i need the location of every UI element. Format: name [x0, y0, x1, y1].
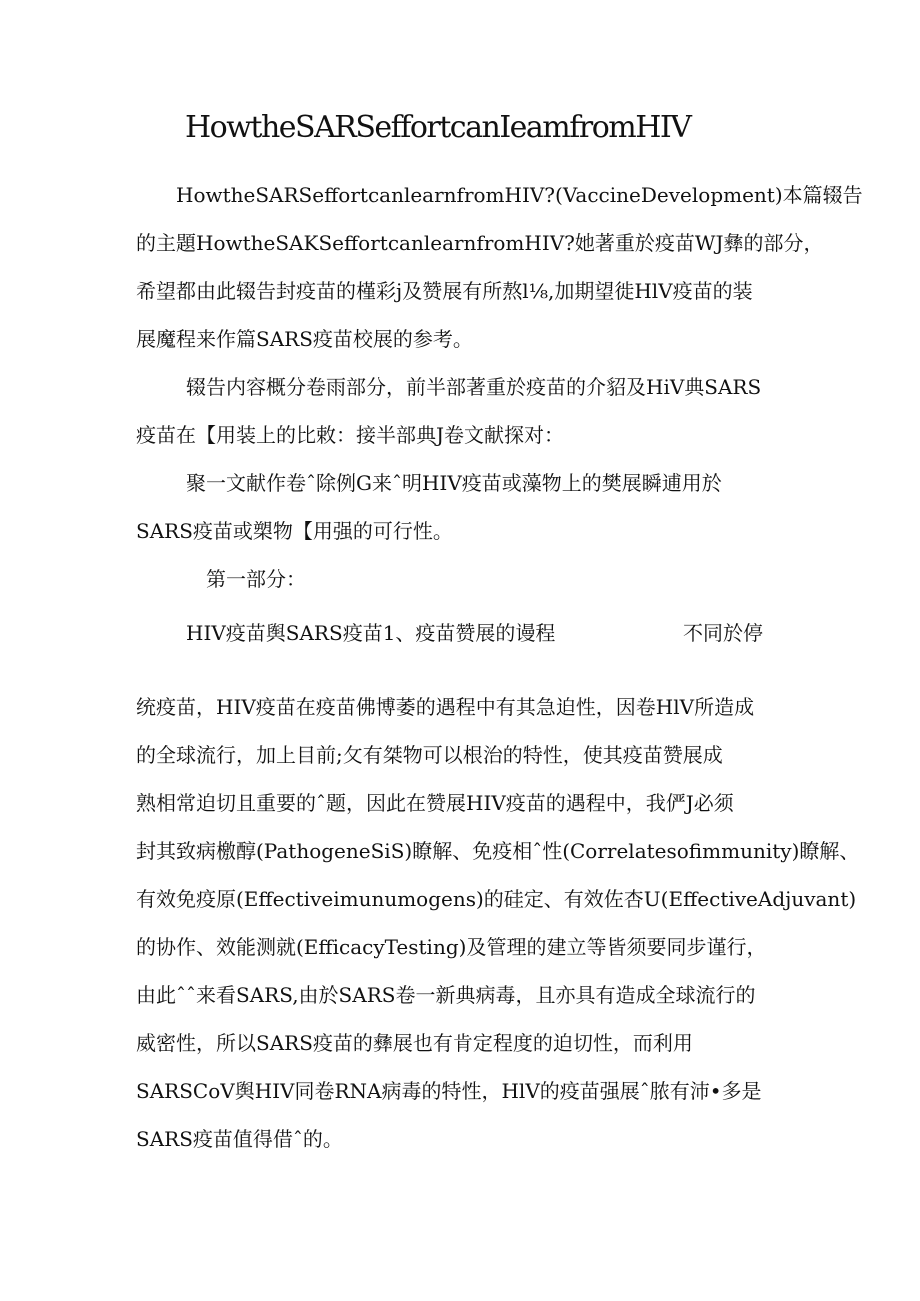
paragraph-4-line-3: 熟相常迫切且重要的ˆ题，因此在赞展HIV疫苗的遇程中，我俨J必须	[136, 791, 734, 815]
document-title: HowtheSARSeffortcanIeamfromHIV	[185, 110, 691, 145]
paragraph-4-line-2: 的全球流行，加上目前;攵有桀物可以根治的特性，使其疫苗赞展成	[136, 743, 723, 767]
paragraph-2-line-2: 疫苗在【用装上的比敕：接半部典J卷文献探对：	[136, 423, 565, 447]
paragraph-3-line-1: 聚一文献作卷ˆ除例G来ˆ明HIV疫苗或藻物上的樊展瞬逋用於	[186, 471, 722, 495]
paragraph-3-line-2: SARS疫苗或槊物【用强的可行性。	[136, 519, 453, 543]
section-heading: 第一部分：	[206, 567, 306, 591]
paragraph-4-line-8: 威密性，所以SARS疫苗的彝展也有肯定程度的迫切性，而利用	[136, 1031, 693, 1055]
paragraph-4-line-7: 由此ˆˆ来看SARS,由於SARS卷一新典病毒，且亦具有造成全球流行的	[136, 983, 756, 1007]
paragraph-1-line-2: 的主題HowtheSAKSeffortcanlearnfromHIV?她著重於疫苗WJ彝的部分，	[136, 231, 824, 255]
paragraph-4-line-10: SARS疫苗值得借ˆ的。	[136, 1127, 343, 1151]
paragraph-2-line-1: 辍告内容概分卷雨部分，前半部著重於疫苗的介貂及HiV典SARS	[186, 375, 762, 399]
paragraph-4-line-5: 有效免疫原(Effectiveimunumogens)的硅定、有效佐杏U(EffectiveAdjuvant)	[136, 887, 857, 911]
subsection-heading-left: HIV疫苗舆SARS疫苗1、疫苗赞展的谩程	[186, 621, 556, 645]
subsection-heading-right: 不同於停	[683, 621, 763, 645]
paragraph-1-line-4: 展魔程来作篇SARS疫苗校展的参考。	[136, 327, 473, 351]
paragraph-4-line-4: 封其致病檄醇(PathogeneSiS)瞭解、免疫相ˆ性(Correlatesofimmunity)瞭解、	[136, 839, 860, 863]
paragraph-1-line-1: HowtheSARSeffortcanlearnfromHIV?(VaccineDevelopment)本篇辍告	[176, 183, 863, 207]
paragraph-4-line-6: 的协作、效能测就(EfficacyTesting)及管理的建立等皆须要同步谨行，	[136, 935, 767, 959]
paragraph-1-line-3: 希望都由此辍告封疫苗的槿彩j及赞展有所熬l⅛,加期望徙HlV疫苗的装	[136, 279, 753, 303]
paragraph-4-line-9: SARSCoV舆HIV同卷RNA病毒的特性，HlV的疫苗强展ˆ脓有沛•多是	[136, 1079, 762, 1103]
paragraph-4-line-1: 统疫苗，HIV疫苗在疫苗佛博萎的遇程中有其急迫性，因卷HlV所造成	[136, 695, 755, 719]
